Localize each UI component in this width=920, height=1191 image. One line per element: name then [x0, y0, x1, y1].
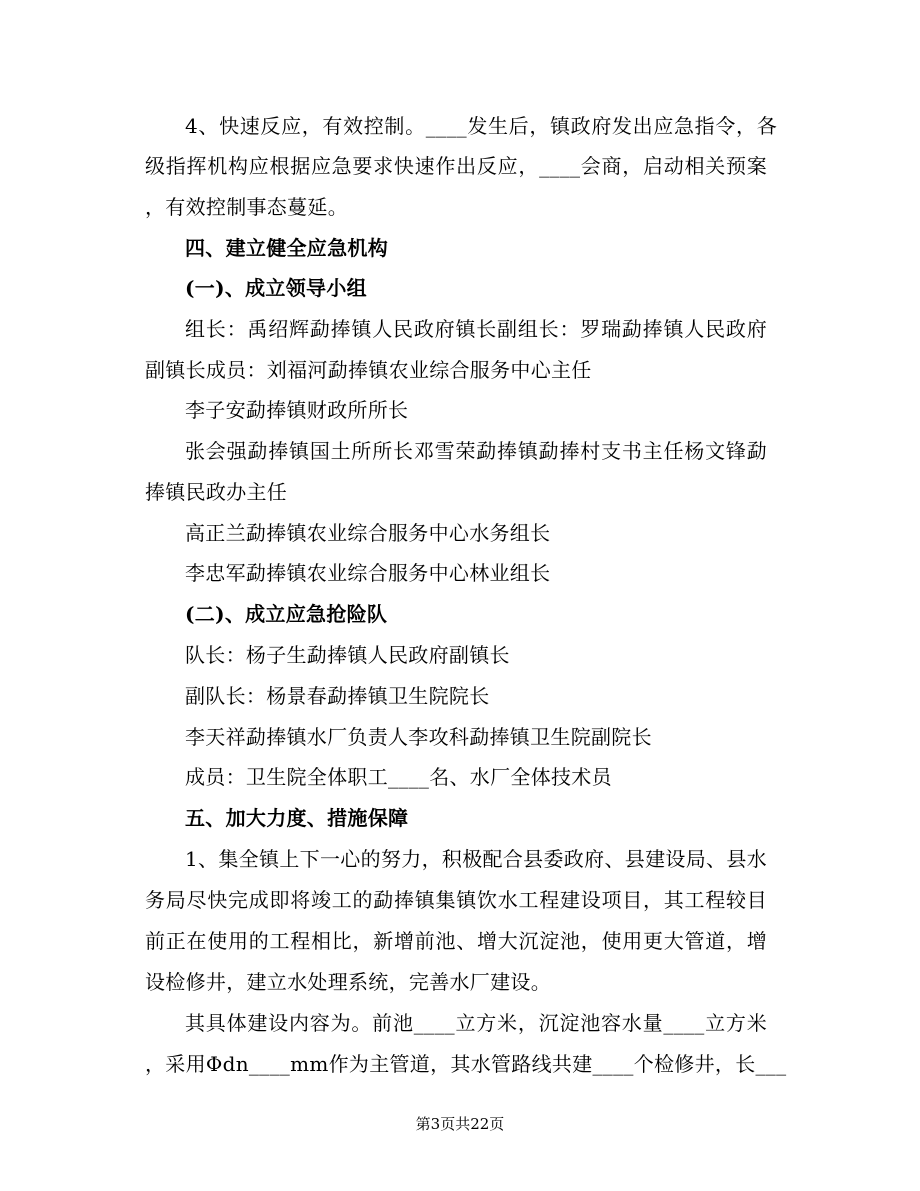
- section-heading-four: 四、建立健全应急机构: [185, 236, 388, 260]
- paragraph-project-line-4: 设检修井，建立水处理系统，完善水厂建设。: [145, 970, 551, 994]
- paragraph-construction-line-1: 其具体建设内容为。前池____立方米，沉淀池容水量____立方米: [185, 1011, 767, 1035]
- paragraph-team-members: 成员：卫生院全体职工____名、水厂全体技术员: [185, 765, 612, 789]
- paragraph-project-line-3: 前正在使用的工程相比，新增前池、增大沉淀池，使用更大管道，增: [145, 929, 767, 953]
- subheading-leadership-group: (一)、成立领导小组: [185, 276, 367, 300]
- section-heading-five: 五、加大力度、措施保障: [185, 806, 409, 830]
- paragraph-water-group-leader: 高正兰勐捧镇农业综合服务中心水务组长: [185, 521, 551, 545]
- paragraph-leaders-line-2: 副镇长成员：刘福河勐捧镇农业综合服务中心主任: [145, 358, 592, 382]
- paragraph-project-line-2: 务局尽快完成即将竣工的勐捧镇集镇饮水工程建设项目，其工程较目: [145, 888, 767, 912]
- paragraph-team-captain: 队长：杨子生勐捧镇人民政府副镇长: [185, 643, 510, 667]
- paragraph-forestry-group-leader: 李忠军勐捧镇农业综合服务中心林业组长: [185, 561, 551, 585]
- paragraph-construction-line-2: ，采用Φdn____mm作为主管道，其水管路线共建____个检修井，长___: [145, 1052, 787, 1076]
- paragraph-members-line-2: 捧镇民政办主任: [145, 480, 288, 504]
- paragraph-finance-head: 李子安勐捧镇财政所所长: [185, 398, 409, 422]
- paragraph-members-line-1: 张会强勐捧镇国土所所长邓雪荣勐捧镇勐捧村支书主任杨文锋勐: [185, 439, 767, 463]
- paragraph-quick-response-line-1: 4、快速反应，有效控制。____发生后，镇政府发出应急指令，各: [185, 114, 777, 138]
- paragraph-quick-response-line-2: 级指挥机构应根据应急要求快速作出反应，____会商，启动相关预案: [145, 154, 767, 178]
- subheading-emergency-team: (二)、成立应急抢险队: [185, 602, 388, 626]
- paragraph-quick-response-line-3: ，有效控制事态蔓延。: [145, 195, 348, 219]
- paragraph-leaders-line-1: 组长：禹绍辉勐捧镇人民政府镇长副组长：罗瑞勐捧镇人民政府: [185, 317, 767, 341]
- paragraph-project-line-1: 1、集全镇上下一心的努力，积极配合县委政府、县建设局、县水: [185, 847, 767, 871]
- page-number-footer: 第3页共22页: [415, 1115, 505, 1133]
- paragraph-team-staff: 李天祥勐捧镇水厂负责人李攻科勐捧镇卫生院副院长: [185, 725, 652, 749]
- paragraph-deputy-captain: 副队长：杨景春勐捧镇卫生院院长: [185, 684, 490, 708]
